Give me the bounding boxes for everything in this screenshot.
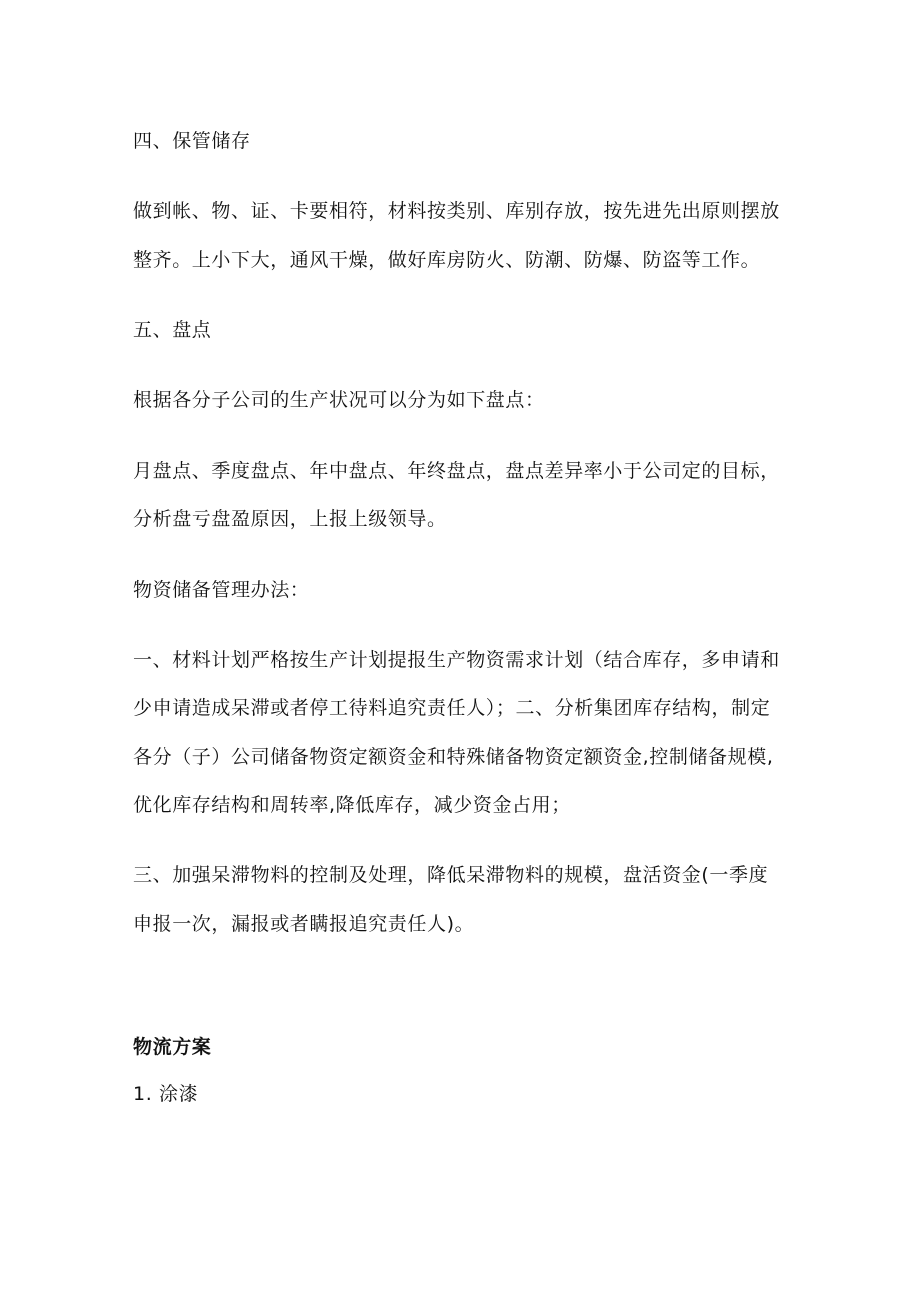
section-heading-logistics: 物流方案 <box>133 1036 212 1058</box>
paragraph-line: 整齐。上小下大，通风干燥，做好库房防火、防潮、防爆、防盗等工作。 <box>133 249 761 271</box>
paragraph-line: 做到帐、物、证、卡要相符，材料按类别、库别存放，按先进先出原则摆放 <box>133 200 780 222</box>
list-item: 1. 涂漆 <box>133 1083 199 1105</box>
paragraph-line: 月盘点、季度盘点、年中盘点、年终盘点，盘点差异率小于公司定的目标， <box>133 460 780 482</box>
section-heading-reserve: 物资储备管理办法： <box>133 579 310 601</box>
paragraph-line: 优化库存结构和周转率,降低库存，减少资金占用； <box>133 794 571 816</box>
paragraph-line: 根据各分子公司的生产状况可以分为如下盘点： <box>133 389 545 411</box>
paragraph-line: 三、加强呆滞物料的控制及处理，降低呆滞物料的规模，盘活资金(一季度 <box>133 864 769 886</box>
paragraph-line: 各分（子）公司储备物资定额资金和特殊储备物资定额资金,控制储备规模, <box>133 746 774 768</box>
paragraph-line: 一、材料计划严格按生产计划提报生产物资需求计划（结合库存，多申请和 <box>133 649 780 671</box>
section-heading-storage: 四、保管储存 <box>133 130 251 152</box>
paragraph-line: 分析盘亏盘盈原因，上报上级领导。 <box>133 508 447 530</box>
paragraph-line: 少申请造成呆滞或者停工待料追究责任人）；二、分析集团库存结构，制定 <box>133 697 771 719</box>
paragraph-line: 申报一次，漏报或者瞒报追究责任人)。 <box>133 913 475 935</box>
section-heading-inventory: 五、盘点 <box>133 319 212 341</box>
